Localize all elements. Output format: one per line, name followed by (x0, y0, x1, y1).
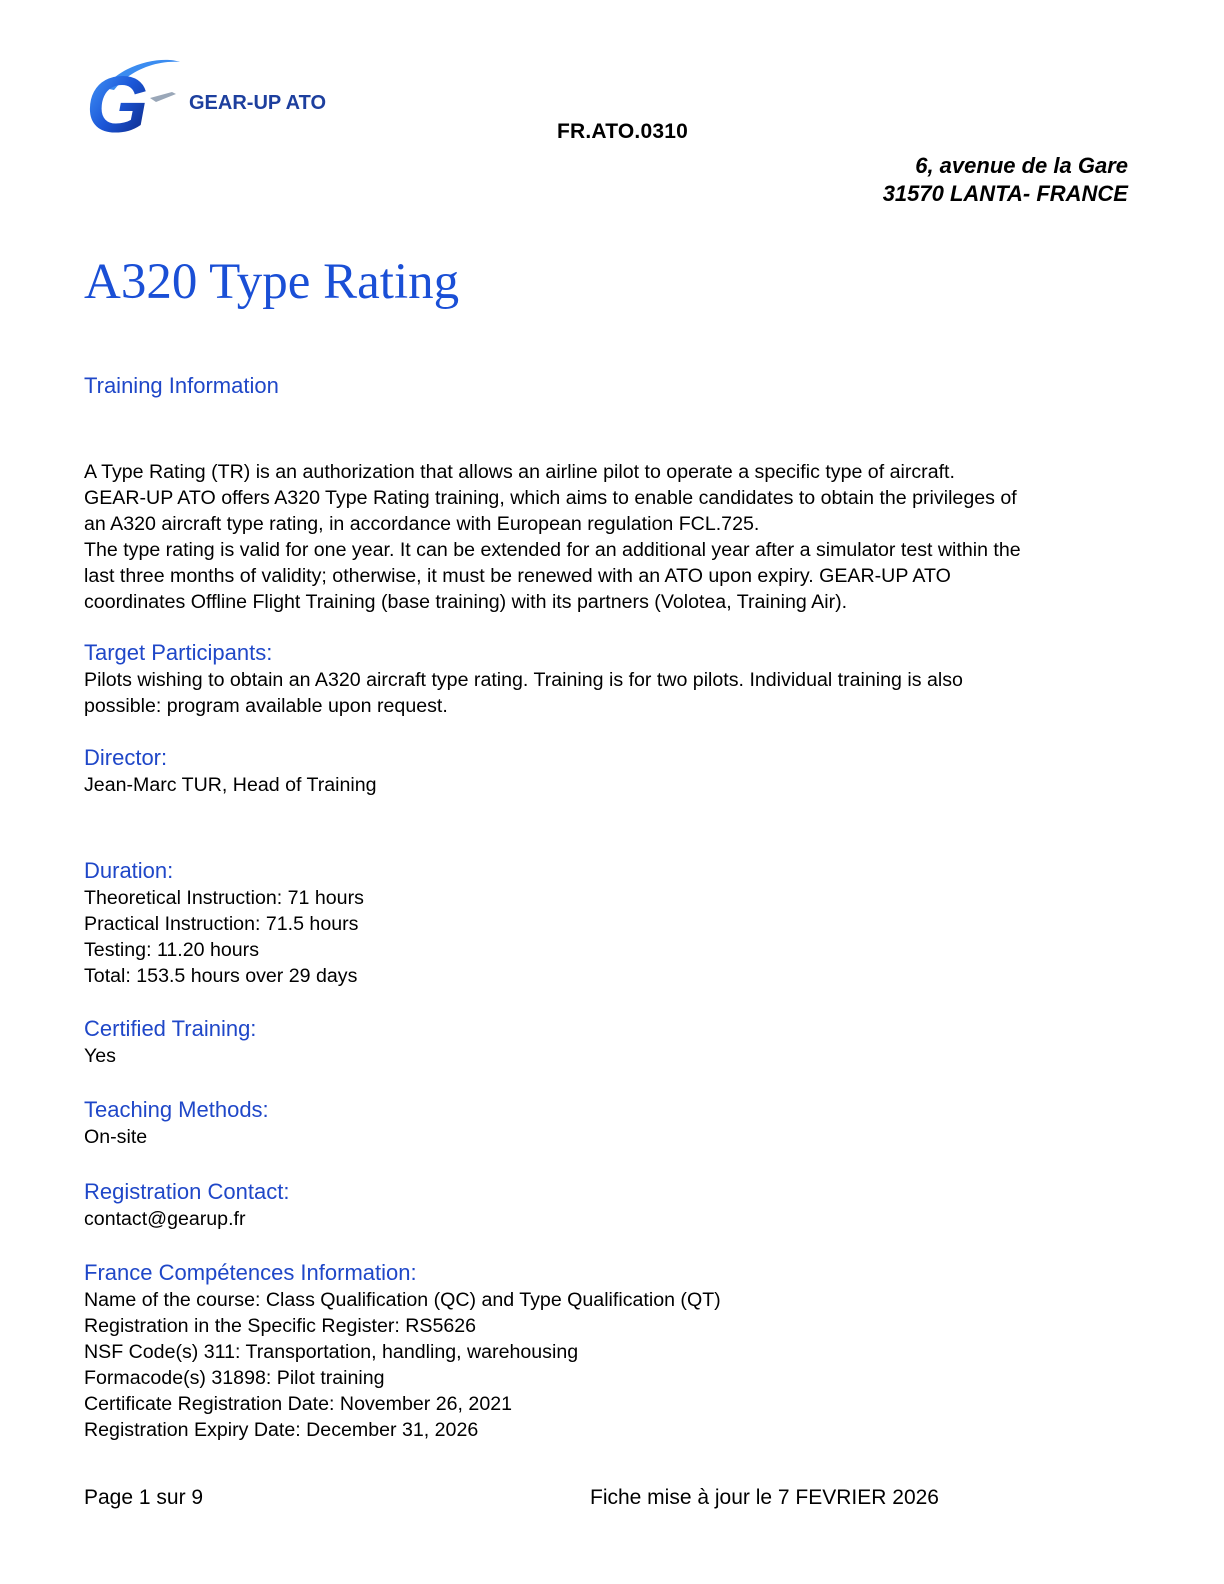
ato-reference-code: FR.ATO.0310 (557, 120, 688, 143)
airplane-icon (150, 92, 176, 102)
contact-email: contact@gearup.fr (84, 1208, 246, 1230)
text-line: Certificate Registration Date: November 26, 2021 (84, 1393, 513, 1415)
training-info-text (84, 459, 1144, 615)
text-line: Practical Instruction: 71.5 hours (84, 913, 359, 935)
certified-training-text (84, 1043, 1144, 1069)
target-participants-text (84, 667, 1144, 719)
teaching-methods-text (84, 1124, 1144, 1150)
logo-text: GEAR-UP ATO (189, 92, 327, 114)
training-info-heading: Training Information (84, 373, 279, 398)
logo-graphic (84, 56, 346, 138)
text-line: NSF Code(s) 311: Transportation, handling, warehousing (84, 1341, 579, 1363)
france-competences-heading: France Compétences Information: (84, 1260, 417, 1285)
duration-text (84, 885, 1144, 989)
text-line: On-site (84, 1126, 148, 1148)
teaching-methods-heading: Teaching Methods: (84, 1097, 269, 1122)
document-title: A320 Type Rating (84, 254, 460, 310)
text-line: coordinates Offline Flight Training (base training) with its partners (Volotea, Training Air). (84, 591, 848, 613)
text-line: Total: 153.5 hours over 29 days (84, 965, 358, 987)
company-address (883, 152, 1128, 208)
page-number: Page 1 sur 9 (84, 1486, 204, 1509)
text-line: Pilots wishing to obtain an A320 aircraft type rating. Training is for two pilots. Individual training is also (84, 669, 963, 691)
registration-contact-text (84, 1206, 1144, 1232)
registration-contact-heading: Registration Contact: (84, 1179, 290, 1204)
text-line: Registration in the Specific Register: RS5626 (84, 1315, 477, 1337)
text-line: Theoretical Instruction: 71 hours (84, 887, 364, 909)
text-line: Testing: 11.20 hours (84, 939, 260, 961)
text-line: Name of the course: Class Qualification (QC) and Type Qualification (QT) (84, 1289, 721, 1311)
text-line: Formacode(s) 31898: Pilot training (84, 1367, 385, 1389)
text-line: The type rating is valid for one year. It can be extended for an additional year after a simulator test within the (84, 539, 1021, 561)
address-line-2: 31570 LANTA- FRANCE (882, 181, 1128, 206)
text-line: Registration Expiry Date: December 31, 2026 (84, 1419, 479, 1441)
update-date: Fiche mise à jour le 7 FEVRIER 2026 (590, 1486, 939, 1509)
text-line: an A320 aircraft type rating, in accordance with European regulation FCL.725. (84, 513, 760, 535)
text-line: GEAR-UP ATO offers A320 Type Rating training, which aims to enable candidates to obtain the privileges of (84, 487, 1017, 509)
company-logo (84, 56, 346, 138)
text-line: A Type Rating (TR) is an authorization that allows an airline pilot to operate a specific type of aircraft. (84, 461, 955, 483)
logo-letter: G (86, 60, 149, 138)
text-line: last three months of validity; otherwise, it must be renewed with an ATO upon expiry. GEAR-UP ATO (84, 565, 951, 587)
certified-training-heading: Certified Training: (84, 1016, 257, 1041)
text-line: Yes (84, 1045, 116, 1067)
text-line: possible: program available upon request. (84, 695, 448, 717)
address-line-1: 6, avenue de la Gare (915, 153, 1128, 178)
duration-heading: Duration: (84, 858, 174, 883)
target-participants-heading: Target Participants: (84, 640, 273, 665)
text-line: Jean-Marc TUR, Head of Training (84, 774, 377, 796)
director-heading: Director: (84, 745, 168, 770)
director-text (84, 772, 1144, 798)
france-competences-text (84, 1287, 1144, 1443)
